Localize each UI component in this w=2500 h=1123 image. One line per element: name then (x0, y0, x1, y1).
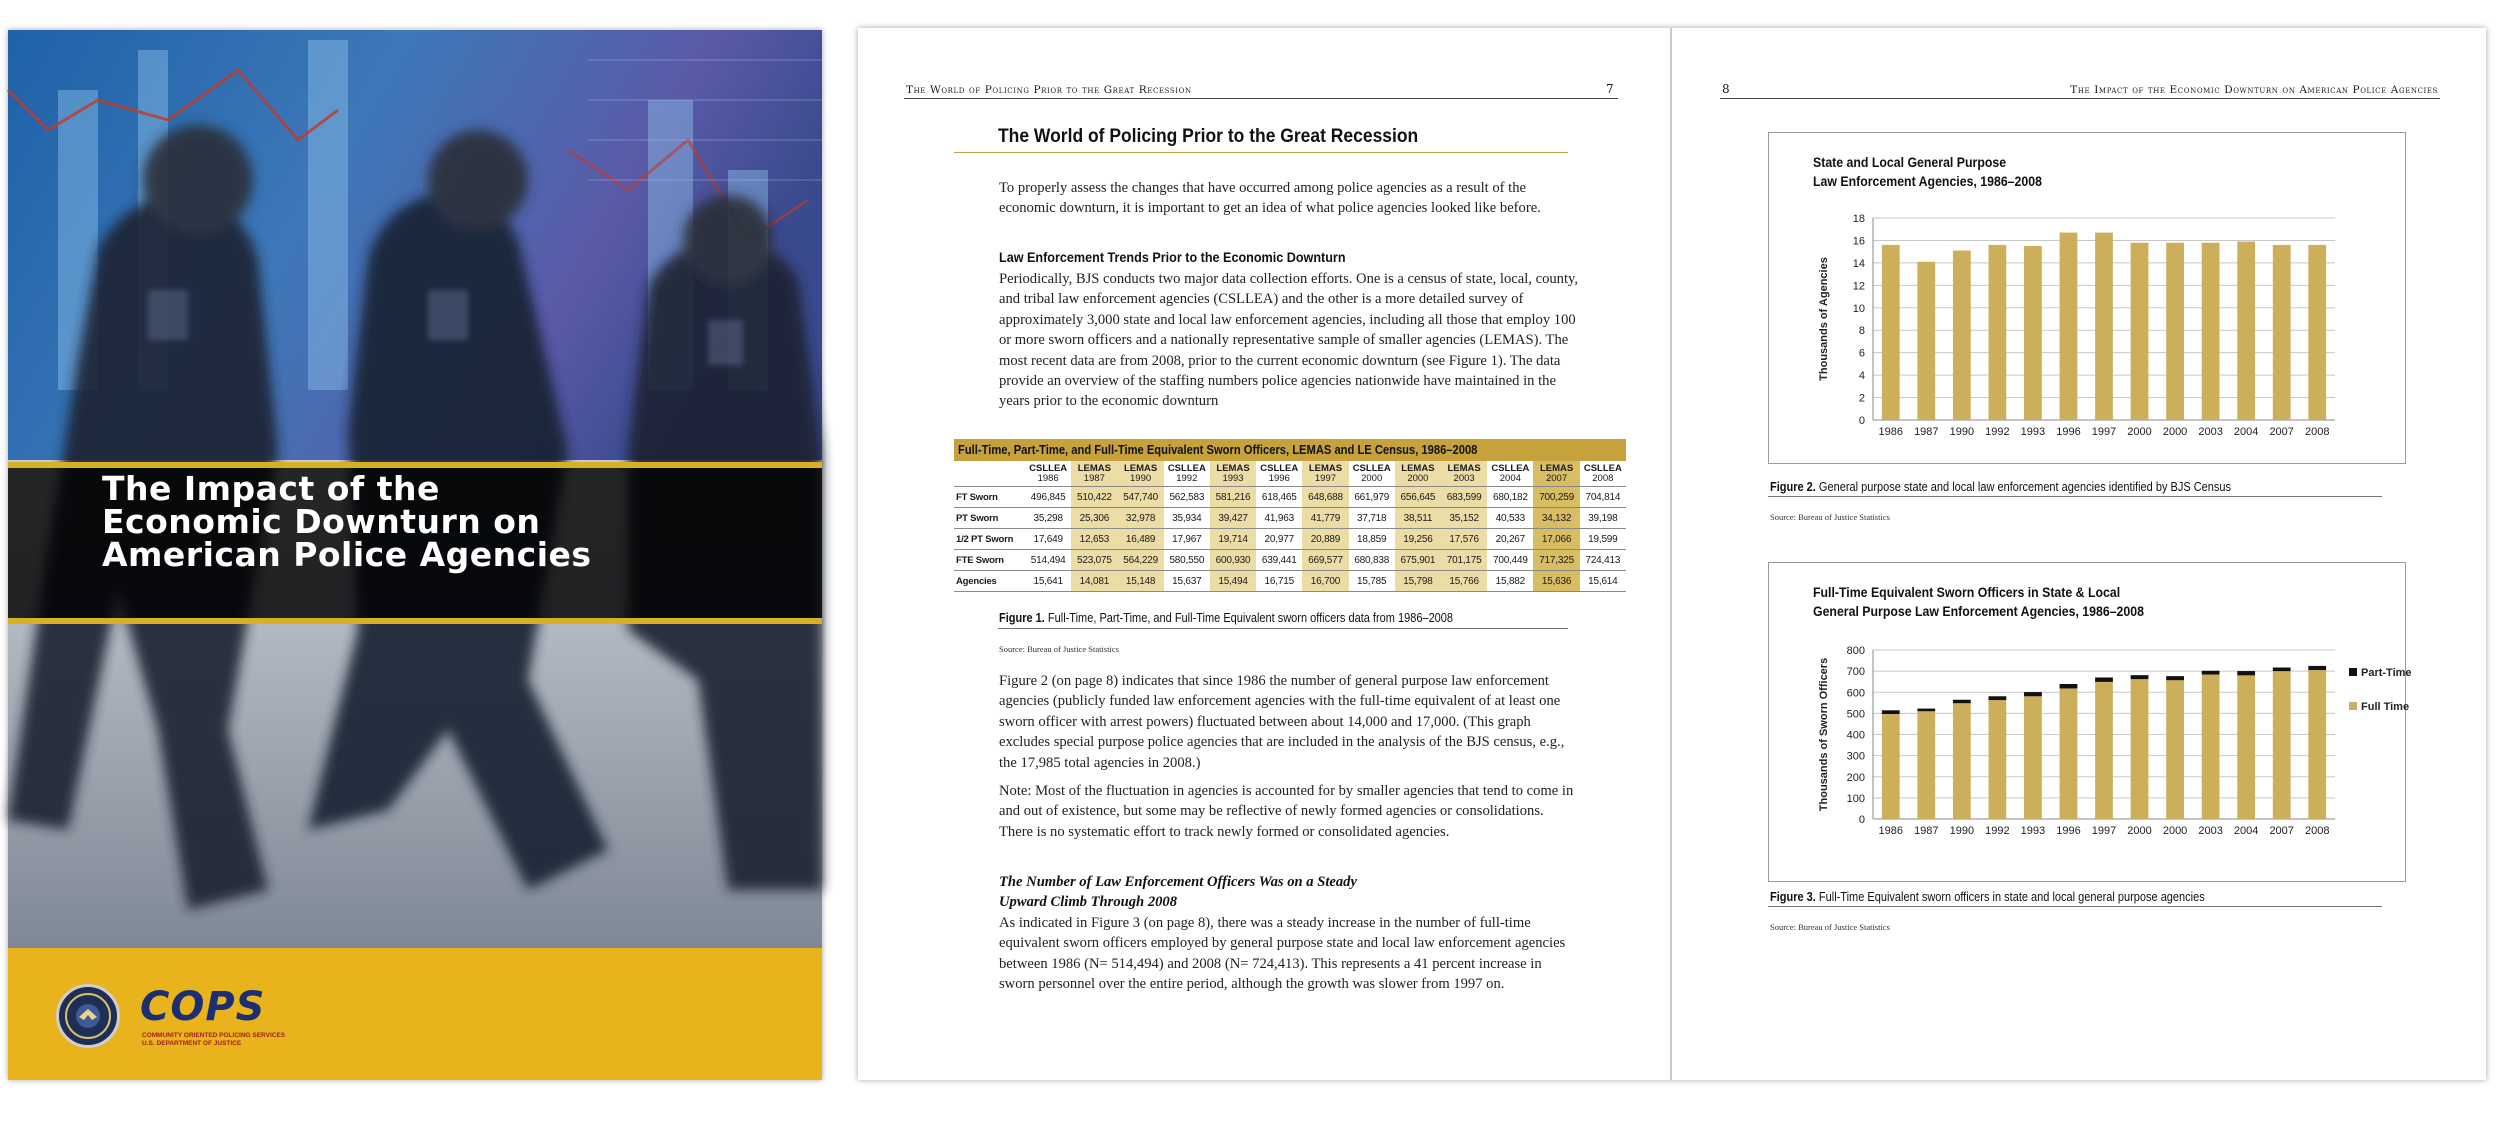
spine-divider (1670, 28, 1672, 1080)
bar-part-time (2024, 692, 2042, 696)
table-cell: 20,889 (1302, 529, 1348, 550)
x-tick-label: 2000 (2127, 426, 2152, 438)
y-tick-label: 2 (1858, 392, 1865, 405)
x-tick-label: 2000 (2162, 825, 2188, 837)
x-tick-label: 2008 (2304, 825, 2330, 837)
figure-2-chart-box (1768, 132, 2406, 464)
table-cell: 17,066 (1533, 529, 1579, 550)
x-tick-label: 1993 (2020, 825, 2046, 837)
table-cell: 15,148 (1117, 571, 1163, 592)
table-cell: 15,882 (1487, 571, 1533, 592)
y-tick-label: 500 (1846, 708, 1865, 721)
agencies-bar-chart (1769, 133, 2405, 463)
bar (1917, 262, 1935, 420)
intro-paragraph: To properly assess the changes that have occurred among police agencies as a result of the economic downturn, it is important to get an idea of what police agencies looked like before. (999, 180, 1541, 217)
figure-3-caption (1770, 890, 2205, 904)
table-cell: 496,845 (1025, 487, 1071, 508)
x-tick-label: 1992 (1985, 426, 2010, 438)
figure-1-caption-text: Full-Time, Part-Time, and Full-Time Equivalent sworn officers data from 1986–2008 (1047, 611, 1454, 625)
y-tick-label: 600 (1846, 687, 1865, 700)
report-cover (8, 30, 822, 1080)
x-tick-label: 1992 (1985, 825, 2010, 837)
cover-title (102, 469, 802, 574)
figure-1-source: Source: Bureau of Justice Statistics (999, 644, 1119, 654)
table-row (954, 550, 1626, 571)
table-cell: 20,267 (1487, 529, 1533, 550)
table-cell: 35,298 (1025, 508, 1071, 529)
bar (2166, 243, 2184, 420)
table-cell: 669,577 (1302, 550, 1348, 571)
page-number: 8 (1722, 82, 1731, 96)
bar-part-time (1917, 709, 1935, 712)
bar-full-time (2131, 679, 2149, 819)
x-tick-label: 1996 (2056, 825, 2081, 837)
bar-full-time (2273, 671, 2291, 819)
table-cell: 580,550 (1164, 550, 1210, 571)
bar-part-time (1953, 700, 1971, 703)
cops-logo-subtitle-line: COMMUNITY ORIENTED POLICING SERVICES (142, 1032, 286, 1039)
cops-logo-subtitle-line: U.S. DEPARTMENT OF JUSTICE (142, 1040, 242, 1047)
caption-rule (1768, 906, 2382, 907)
table-cell: 17,967 (1164, 529, 1210, 550)
column-year: 2000 (1361, 473, 1383, 484)
bar-full-time (1917, 711, 1935, 819)
x-tick-label: 1987 (1914, 825, 1939, 837)
cops-logo: COPS (140, 984, 266, 1030)
table-row (954, 529, 1626, 550)
table-column-header (1580, 461, 1626, 487)
doj-seal-icon (56, 984, 120, 1048)
table-cell: 683,599 (1441, 487, 1487, 508)
x-tick-label: 2000 (2127, 825, 2152, 837)
header-rule (1720, 98, 2440, 99)
x-tick-label: 1996 (2056, 426, 2081, 438)
x-tick-label: 2000 (2162, 426, 2188, 438)
bar-full-time (2024, 696, 2042, 819)
column-year: 1996 (1268, 473, 1290, 484)
column-source: LEMAS (1216, 463, 1250, 474)
table-column-header (1071, 461, 1117, 487)
table-cell: 39,198 (1580, 508, 1626, 529)
page-heading: The World of Policing Prior to the Great Recession (998, 126, 1419, 147)
x-tick-label: 1986 (1878, 426, 1904, 438)
table-cell: 547,740 (1117, 487, 1163, 508)
table-cell: 523,075 (1071, 550, 1117, 571)
column-source: CSLLEA (1352, 463, 1391, 474)
officers-stacked-bar-chart (1769, 563, 2412, 881)
column-source: LEMAS (1447, 463, 1481, 474)
table-cell: 15,785 (1349, 571, 1395, 592)
page-number: 7 (1606, 82, 1615, 96)
bar-full-time (2166, 680, 2184, 819)
chart-title-line: Full-Time Equivalent Sworn Officers in State & Local (1813, 584, 2121, 600)
column-year: 2000 (1407, 473, 1429, 484)
table-cell: 675,901 (1395, 550, 1441, 571)
table-cell: 40,533 (1487, 508, 1533, 529)
bar-part-time (1882, 710, 1900, 714)
table-column-header (1256, 461, 1302, 487)
figure-1-caption (999, 611, 1453, 625)
table-cell: 15,637 (1164, 571, 1210, 592)
table-title-bar (954, 439, 1626, 461)
table-row (954, 508, 1626, 529)
row-label: Agencies (954, 571, 1025, 592)
bar (2237, 242, 2255, 420)
y-tick-label: 10 (1852, 302, 1865, 315)
bar-part-time (2095, 677, 2113, 681)
figure-3-label: Figure 3. (1770, 890, 1816, 904)
table-cell: 15,636 (1533, 571, 1579, 592)
figure-2-caption (1770, 480, 2231, 494)
column-source: CSLLEA (1491, 463, 1530, 474)
table-cell: 20,977 (1256, 529, 1302, 550)
caption-rule (1768, 496, 2382, 497)
legend-label: Full Time (2361, 701, 2410, 713)
figure-3-caption-text: Full-Time Equivalent sworn officers in state and local general purpose agencies (1818, 890, 2205, 904)
table-column-header (1302, 461, 1348, 487)
y-tick-label: 800 (1846, 645, 1865, 657)
x-tick-label: 1997 (2091, 426, 2117, 438)
table-cell: 724,413 (1580, 550, 1626, 571)
bar-part-time (2166, 676, 2184, 680)
bar-full-time (2095, 682, 2113, 819)
table-cell: 16,489 (1117, 529, 1163, 550)
table-cell: 18,859 (1349, 529, 1395, 550)
column-source: LEMAS (1308, 463, 1343, 474)
x-tick-label: 1990 (1949, 426, 1975, 438)
bar (1989, 245, 2007, 420)
table-cell: 656,645 (1395, 487, 1441, 508)
table-cell: 15,798 (1395, 571, 1441, 592)
x-tick-label: 1986 (1878, 825, 1904, 837)
bar (1882, 245, 1900, 420)
table-cell: 15,494 (1210, 571, 1256, 592)
y-tick-label: 18 (1852, 213, 1865, 225)
table-cell: 35,152 (1441, 508, 1487, 529)
header-rule (904, 98, 1618, 99)
cops-logo-subtitle (142, 1032, 285, 1048)
body-paragraph: Note: Most of the fluctuation in agencies is accounted for by smaller agencies that tend to come in and out of existence, but some may be reflective of newly formed agencies or consolidations. There is no systematic effort to track newly formed or consolidated agencies. (999, 783, 1574, 840)
column-year: 2008 (1592, 473, 1614, 484)
bar (2024, 246, 2042, 420)
bar (2273, 245, 2291, 420)
bar-part-time (2131, 675, 2149, 679)
bar (2095, 233, 2113, 420)
column-year: 1990 (1130, 473, 1152, 484)
column-source: CSLLEA (1029, 463, 1068, 474)
column-year: 1993 (1222, 473, 1244, 484)
column-source: LEMAS (1401, 463, 1435, 474)
body-paragraph: Figure 2 (on page 8) indicates that since 1986 the number of general purpose law enforcement agencies (publicly funded law enforcement agencies with the full-time equivalent of at least one sworn officer with arrest powers) fluctuated between about 14,000 and 17,000. (This graph excludes special purpose police agencies that are included in the analysis of the BJS census, e.g., the 17,985 total agencies in 2008.) (999, 673, 1565, 771)
running-head: The World of Policing Prior to the Great Recession (906, 84, 1192, 96)
x-tick-label: 1997 (2091, 825, 2117, 837)
row-label: FT Sworn (954, 487, 1025, 508)
table-cell: 12,653 (1071, 529, 1117, 550)
row-label: PT Sworn (954, 508, 1025, 529)
table-row (954, 487, 1626, 508)
table-cell: 562,583 (1164, 487, 1210, 508)
figure-3-chart-box (1768, 562, 2412, 882)
y-tick-label: 14 (1852, 257, 1865, 270)
y-tick-label: 12 (1852, 280, 1865, 293)
cover-title-line: American Police Agencies (102, 535, 592, 574)
table-cell: 680,838 (1349, 550, 1395, 571)
column-year: 2007 (1545, 473, 1568, 484)
bar-full-time (1882, 714, 1900, 819)
table-cell: 17,576 (1441, 529, 1487, 550)
bar-full-time (2202, 675, 2220, 819)
y-tick-label: 200 (1846, 771, 1865, 784)
bar (2060, 233, 2078, 420)
table-cell: 19,599 (1580, 529, 1626, 550)
table-cell: 25,306 (1071, 508, 1117, 529)
x-tick-label: 2004 (2233, 426, 2259, 438)
table-row (954, 571, 1626, 592)
y-tick-label: 8 (1858, 325, 1865, 338)
bar-full-time (2308, 670, 2326, 819)
cover-title-line: Economic Downturn on (102, 502, 541, 541)
table-cell: 32,978 (1117, 508, 1163, 529)
table-cell: 37,718 (1349, 508, 1395, 529)
table-cell: 41,779 (1302, 508, 1348, 529)
figure-2-caption-text: General purpose state and local law enforcement agencies identified by BJS Census (1818, 480, 2232, 494)
table-corner (954, 461, 1025, 487)
section-subheading-italic: The Number of Law Enforcement Officers Was on a Steady Upward Climb Through 2008 (999, 874, 1357, 911)
caption-rule (998, 628, 1568, 629)
table-cell: 510,422 (1071, 487, 1117, 508)
legend-swatch (2349, 702, 2357, 710)
table-cell: 639,441 (1256, 550, 1302, 571)
chart-title-line: Law Enforcement Agencies, 1986–2008 (1813, 173, 2042, 189)
bar (2308, 245, 2326, 420)
table-cell: 16,715 (1256, 571, 1302, 592)
table-cell: 514,494 (1025, 550, 1071, 571)
bar (2131, 243, 2149, 420)
table-column-header (1533, 461, 1579, 487)
x-tick-label: 1993 (2020, 426, 2046, 438)
table-column-header (1117, 461, 1163, 487)
column-source: CSLLEA (1260, 463, 1299, 474)
bar-part-time (2202, 671, 2220, 675)
bar-part-time (2060, 684, 2078, 688)
y-tick-label: 4 (1858, 370, 1865, 383)
figure-1-label: Figure 1. (999, 611, 1045, 625)
cover-title-line: The Impact of the (102, 469, 440, 508)
table-cell: 648,688 (1302, 487, 1348, 508)
table-cell: 16,700 (1302, 571, 1348, 592)
column-source: LEMAS (1123, 463, 1158, 474)
table-title: Full-Time, Part-Time, and Full-Time Equivalent Sworn Officers, LEMAS and LE Census, 1986–2008 (958, 442, 1478, 457)
table-column-header (1487, 461, 1533, 487)
table-cell: 700,259 (1533, 487, 1579, 508)
bar-part-time (2237, 671, 2255, 675)
column-year: 2003 (1453, 473, 1475, 484)
x-tick-label: 1990 (1949, 825, 1975, 837)
x-tick-label: 2008 (2304, 426, 2330, 438)
bar-full-time (1989, 700, 2007, 819)
body-paragraph: Periodically, BJS conducts two major data collection efforts. One is a census of state, local, county, and tribal law enforcement agencies (CSLLEA) and the other is a more detailed survey of approximately 3,000 state and local law enforcement agencies, including all those that employ 100 or more sworn officers and a nationally representative sample of smaller agencies (LEMAS). The most recent data are from 2008, prior to the current economic downturn (see Figure 1). The data provide an overview of the staffing numbers police agencies nationwide have maintained in the years prior to the economic downturn (999, 271, 1579, 410)
figure-2-label: Figure 2. (1770, 480, 1816, 494)
y-tick-label: 6 (1858, 347, 1865, 360)
row-label: FTE Sworn (954, 550, 1025, 571)
column-source: CSLLEA (1583, 463, 1622, 474)
cover-footer (8, 948, 822, 1080)
figure-3-source: Source: Bureau of Justice Statistics (1770, 922, 1890, 932)
table-cell: 17,649 (1025, 529, 1071, 550)
table-cell: 564,229 (1117, 550, 1163, 571)
page-spread (858, 28, 2486, 1080)
column-year: 1997 (1314, 473, 1337, 484)
bar-full-time (2060, 688, 2078, 819)
table-cell: 680,182 (1487, 487, 1533, 508)
table-cell: 19,714 (1210, 529, 1256, 550)
table-cell: 15,766 (1441, 571, 1487, 592)
y-axis-label: Thousands of Sworn Officers (1818, 657, 1830, 812)
table-cell: 19,256 (1395, 529, 1441, 550)
table-column-header (1441, 461, 1487, 487)
table-cell: 38,511 (1395, 508, 1441, 529)
table-cell: 717,325 (1533, 550, 1579, 571)
row-label: 1/2 PT Sworn (954, 529, 1025, 550)
body-paragraph: As indicated in Figure 3 (on page 8), there was a steady increase in the number of full-time equivalent sworn officers employed by general purpose state and local law enforcement agencies between 1986 (N= 514,494) and 2008 (N= 724,413). This represents a 41 percent increase in sworn personnel over the entire period, although the growth was slower from 1997 on. (999, 915, 1566, 993)
heading-rule (954, 152, 1568, 153)
x-tick-label: 2007 (2269, 825, 2294, 837)
table-cell: 35,934 (1164, 508, 1210, 529)
sworn-officers-table (954, 461, 1626, 592)
y-tick-label: 700 (1846, 666, 1865, 679)
column-year: 2004 (1499, 473, 1521, 484)
running-head: The Impact of the Economic Downturn on American Police Agencies (2070, 84, 2438, 96)
table-cell: 34,132 (1533, 508, 1579, 529)
bar-full-time (2237, 675, 2255, 819)
bar-part-time (2308, 666, 2326, 670)
figure-2-source: Source: Bureau of Justice Statistics (1770, 512, 1890, 522)
bar-part-time (2273, 668, 2291, 672)
table-column-header (1164, 461, 1210, 487)
x-tick-label: 2003 (2198, 426, 2223, 438)
bar (1953, 251, 1971, 420)
table-cell: 39,427 (1210, 508, 1256, 529)
y-tick-label: 16 (1852, 235, 1865, 248)
legend-swatch (2349, 668, 2357, 676)
x-tick-label: 2004 (2233, 825, 2259, 837)
table-cell: 15,641 (1025, 571, 1071, 592)
table-column-header (1349, 461, 1395, 487)
column-year: 1986 (1037, 473, 1059, 484)
bar-full-time (1953, 703, 1971, 819)
table-cell: 704,814 (1580, 487, 1626, 508)
legend-label: Part-Time (2361, 667, 2412, 679)
table-cell: 15,614 (1580, 571, 1626, 592)
bar-part-time (1989, 696, 2007, 700)
y-axis-label: Thousands of Agencies (1818, 257, 1830, 381)
table-cell: 661,979 (1349, 487, 1395, 508)
column-source: CSLLEA (1167, 463, 1206, 474)
table-cell: 41,963 (1256, 508, 1302, 529)
chart-title-line: General Purpose Law Enforcement Agencies, 1986–2008 (1813, 603, 2144, 619)
x-tick-label: 1987 (1914, 426, 1939, 438)
table-column-header (1025, 461, 1071, 487)
table-cell: 581,216 (1210, 487, 1256, 508)
table-cell: 701,175 (1441, 550, 1487, 571)
chart-title-line: State and Local General Purpose (1813, 154, 2007, 170)
y-tick-label: 100 (1846, 792, 1865, 805)
table-cell: 14,081 (1071, 571, 1117, 592)
y-tick-label: 0 (1858, 814, 1865, 826)
y-tick-label: 300 (1846, 750, 1865, 763)
x-tick-label: 2007 (2269, 426, 2294, 438)
table-cell: 700,449 (1487, 550, 1533, 571)
column-year: 1992 (1176, 473, 1198, 484)
section-subheading: Law Enforcement Trends Prior to the Economic Downturn (999, 249, 1346, 265)
column-source: LEMAS (1539, 463, 1574, 474)
column-source: LEMAS (1077, 463, 1111, 474)
x-tick-label: 2003 (2198, 825, 2223, 837)
y-tick-label: 400 (1846, 729, 1865, 742)
column-year: 1987 (1083, 473, 1105, 484)
table-column-header (1210, 461, 1256, 487)
table-column-header (1395, 461, 1441, 487)
table-cell: 600,930 (1210, 550, 1256, 571)
bar (2202, 243, 2220, 420)
table-cell: 618,465 (1256, 487, 1302, 508)
y-tick-label: 0 (1858, 415, 1865, 427)
